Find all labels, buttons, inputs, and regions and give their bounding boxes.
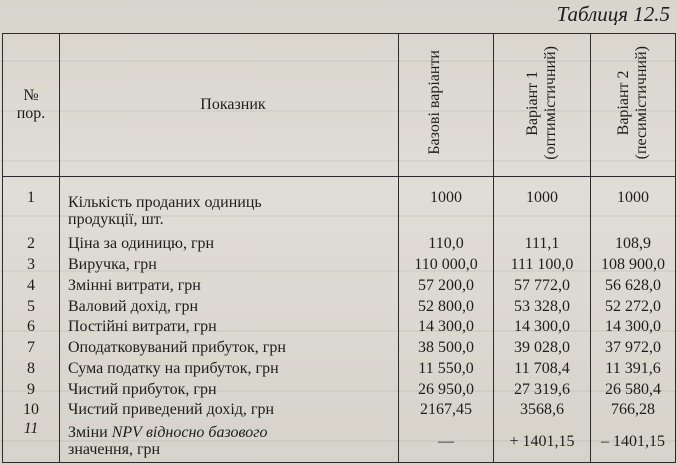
header-variant1-wrap	[524, 46, 560, 160]
cell-variant2: 37 972,0	[591, 337, 676, 358]
cell-variant2: 14 300,0	[591, 316, 676, 337]
row-number: 1	[3, 177, 60, 234]
row-label	[68, 194, 398, 211]
row-label-post: відносно базового	[145, 424, 268, 442]
data-table	[2, 33, 676, 463]
row-indicator: Чистий прибуток, грн	[60, 379, 399, 400]
row-number: 8	[3, 358, 60, 379]
table-row	[3, 233, 676, 254]
header-variant2	[591, 34, 676, 177]
cell-variant1: + 1401,15	[494, 420, 591, 462]
table-row	[3, 254, 676, 275]
cell-variant2: 1000	[591, 177, 676, 234]
table-row	[3, 337, 676, 358]
cell-variant1: 27 319,6	[494, 379, 591, 400]
table-row	[3, 399, 676, 420]
table-caption: Таблиця 12.5	[556, 2, 670, 26]
header-base	[399, 34, 494, 177]
row-indicator	[60, 420, 399, 462]
header-base-label: Базові варіанти	[426, 50, 443, 155]
cell-base: 14 300,0	[399, 316, 494, 337]
row-number: 6	[3, 316, 60, 337]
cell-base: 38 500,0	[399, 337, 494, 358]
header-variant1	[494, 34, 591, 177]
cell-variant1: 1000	[494, 177, 591, 234]
cell-base: 52 800,0	[399, 296, 494, 317]
header-number	[3, 34, 60, 177]
row-indicator: Змінні витрати, грн	[60, 275, 399, 296]
row-label	[68, 424, 398, 441]
cell-variant1: 111,1	[494, 233, 591, 254]
cell-base: 26 950,0	[399, 379, 494, 400]
row-number: 5	[3, 296, 60, 317]
table-row	[3, 316, 676, 337]
row-number: 2	[3, 233, 60, 254]
cell-variant1: 111 100,0	[494, 254, 591, 275]
row-label-cont: значення, грн	[68, 441, 161, 459]
cell-variant1: 14 300,0	[494, 316, 591, 337]
row-number: 9	[3, 379, 60, 400]
table-row	[3, 177, 676, 234]
row-indicator	[60, 177, 399, 234]
table-row	[3, 379, 676, 400]
cell-variant2: 108 900,0	[591, 254, 676, 275]
cell-variant2: 108,9	[591, 233, 676, 254]
npv-term: NPV	[111, 424, 142, 442]
row-label-pre: Зміни	[68, 424, 108, 442]
row-number: 11	[3, 420, 60, 462]
cell-variant2: 11 391,6	[591, 358, 676, 379]
cell-base: 2167,45	[399, 399, 494, 420]
cell-variant1: 53 328,0	[494, 296, 591, 317]
cell-variant1: 57 772,0	[494, 275, 591, 296]
row-number: 10	[3, 399, 60, 420]
cell-variant2: – 1401,15	[591, 420, 676, 462]
header-variant2-sub: (песимістичний)	[633, 45, 650, 160]
table-row	[3, 296, 676, 317]
cell-variant2: 52 272,0	[591, 296, 676, 317]
header-variant1-title: Варіант 1	[524, 70, 541, 135]
header-indicator: Показник	[60, 34, 399, 177]
row-number: 3	[3, 254, 60, 275]
cell-variant2: 26 580,4	[591, 379, 676, 400]
row-indicator: Чистий приведений дохід, грн	[60, 399, 399, 420]
header-variant1-sub: (оптимістичний)	[542, 45, 559, 160]
cell-base: 11 550,0	[399, 358, 494, 379]
table-header-row	[3, 34, 676, 177]
row-indicator: Оподатковуваний прибуток, грн	[60, 337, 399, 358]
table-row	[3, 420, 676, 462]
row-label-text: Кількість проданих одиниць	[68, 194, 262, 212]
row-indicator: Сума податку на прибуток, грн	[60, 358, 399, 379]
cell-variant1: 11 708,4	[494, 358, 591, 379]
cell-base: 110 000,0	[399, 254, 494, 275]
row-number: 4	[3, 275, 60, 296]
cell-base: 110,0	[399, 233, 494, 254]
table-row	[3, 358, 676, 379]
cell-base: —	[399, 420, 494, 462]
header-number-label: пор.	[16, 105, 46, 122]
row-indicator: Валовий дохід, грн	[60, 296, 399, 317]
table-row	[3, 275, 676, 296]
cell-variant1: 3568,6	[494, 399, 591, 420]
row-number: 7	[3, 337, 60, 358]
row-indicator: Ціна за одиницю, грн	[60, 233, 399, 254]
row-indicator: Виручка, грн	[60, 254, 399, 275]
header-number-symbol: №	[23, 87, 39, 104]
row-label-cont: продукції, шт.	[68, 211, 164, 229]
header-variant2-wrap	[615, 46, 651, 159]
cell-variant1: 39 028,0	[494, 337, 591, 358]
row-indicator: Постійні витрати, грн	[60, 316, 399, 337]
cell-base: 1000	[399, 177, 494, 234]
header-variant2-title: Варіант 2	[615, 70, 632, 135]
cell-base: 57 200,0	[399, 275, 494, 296]
cell-variant2: 56 628,0	[591, 275, 676, 296]
cell-variant2: 766,28	[591, 399, 676, 420]
